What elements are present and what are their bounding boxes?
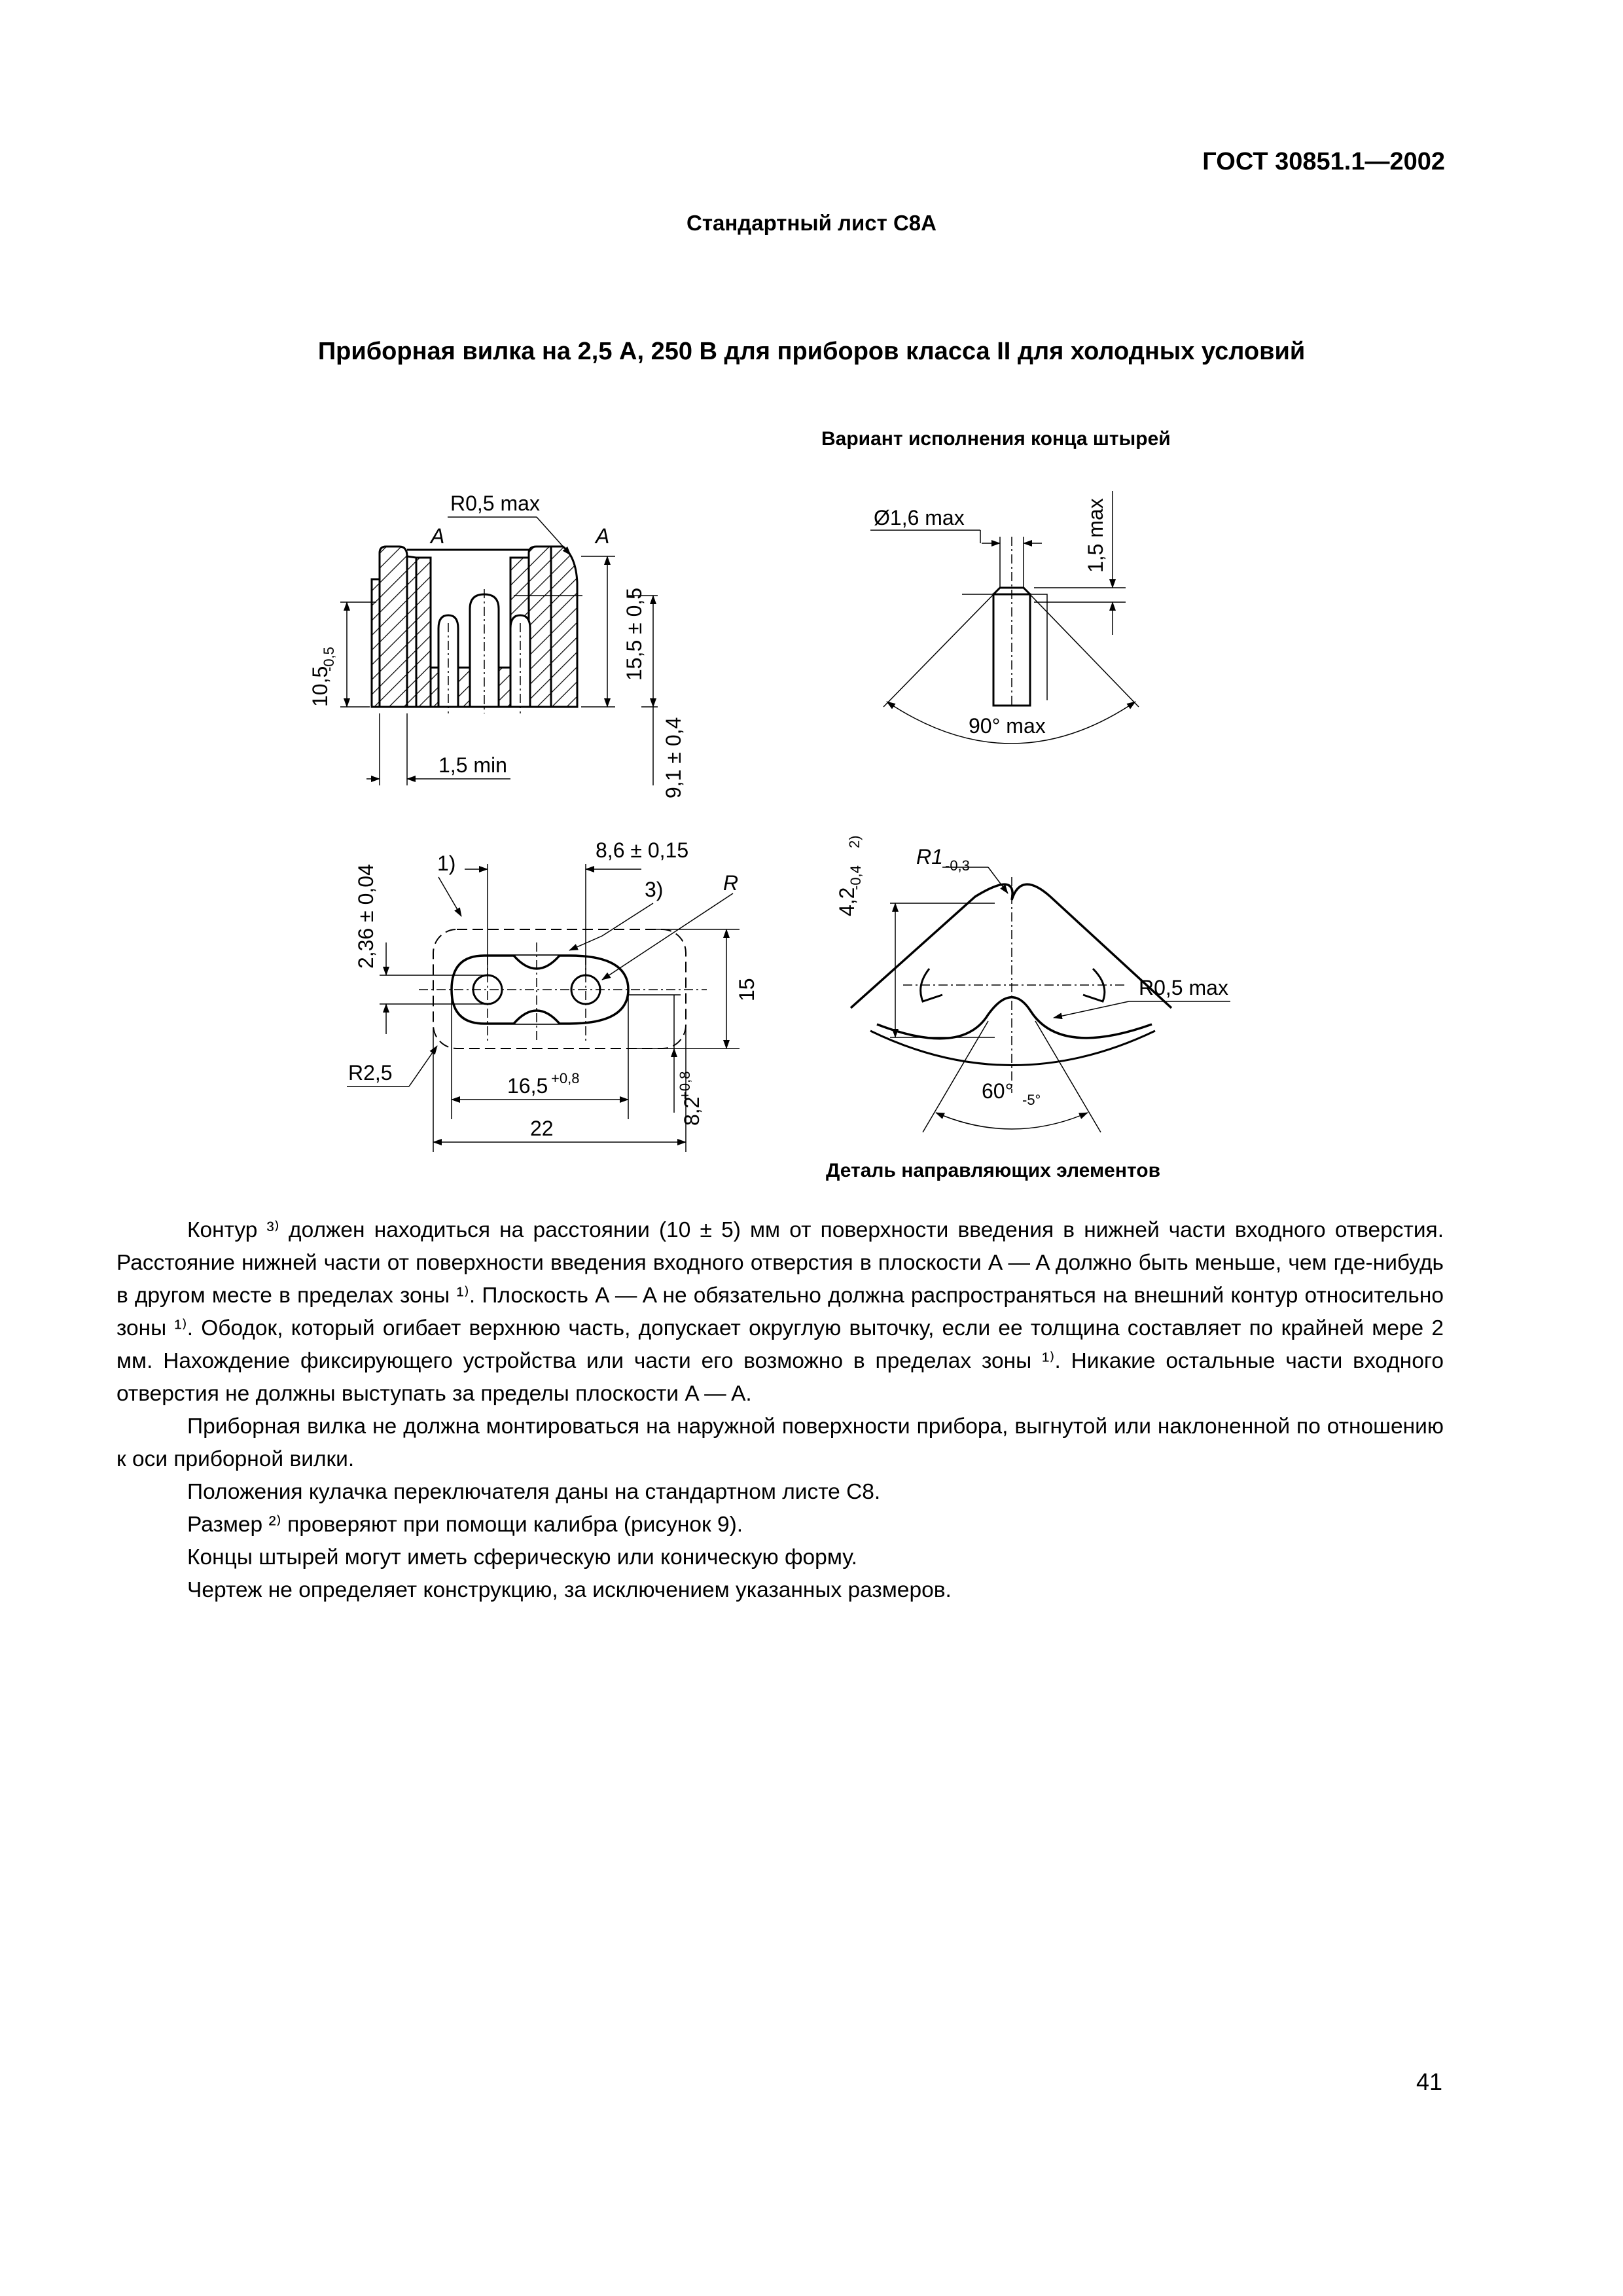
dim-15: 15 [735, 978, 758, 1001]
dim-16-5-tol: +0,8 [551, 1070, 580, 1086]
label-diam-1-6: Ø1,6 max [874, 506, 965, 529]
dim-4-2: 4,2 [835, 887, 859, 916]
sheet-label: Стандартный лист С8А [687, 211, 936, 235]
dim-8-2-tol: +0,8 [677, 1071, 693, 1100]
dim-8-2: 8,2 [680, 1096, 704, 1126]
dim-8-6: 8,6 ± 0,15 [596, 838, 689, 862]
dim-10-5: 10,5 [308, 666, 332, 707]
dim-15-5: 15,5 ± 0,5 [622, 587, 646, 681]
label-r2-5: R2,5 [348, 1061, 393, 1085]
standard-id: ГОСТ 30851.1—2002 [1202, 148, 1445, 175]
dim-22: 22 [530, 1117, 554, 1140]
note-1: 1) [437, 852, 456, 875]
paragraph: Контур ³⁾ должен находиться на расстоянии (10 ± 5) мм от поверхности введения в нижней части входного отверстия. Расстояние нижней части от поверхности введения входного отверстия в плоскости A — A должно быть меньше, чем где-нибудь в другом месте в пределах зоны ¹⁾. Плоскость A — A не обязательно должна распространяться на внешний контур относительно зоны ¹⁾. Ободок, который огибает верхнюю часть, допускает округлую выточку, если ее толщина составляет по крайней мере 2 мм. Нахождение фиксирующего устройства или части его возможно в пределах зоны ¹⁾. Никакие остальные части входного отверстия не должны выступать за пределы плоскости A — A. [116, 1218, 1444, 1406]
cross-section-view [340, 517, 658, 785]
dim-4-2-tol: -0,4 [847, 865, 864, 890]
label-r: R [723, 871, 739, 895]
dim-2-36: 2,36 ± 0,04 [354, 864, 378, 969]
label-r05max-top: R0,5 max [450, 492, 540, 515]
label-angle-60-tol: -5° [1022, 1092, 1041, 1108]
paragraph: Приборная вилка не должна монтироваться на наружной поверхности прибора, выгнутой или наклоненной по отношению к оси приборной вилки. [116, 1414, 1444, 1471]
technical-drawing [262, 419, 1309, 1204]
note-3: 3) [645, 878, 664, 901]
page-title: Приборная вилка на 2,5 А, 250 В для приборов класса II для холодных условий [317, 338, 1306, 365]
guide-detail-caption: Деталь направляющих элементов [826, 1160, 1161, 1181]
label-angle-90: 90° max [969, 714, 1046, 738]
label-section-a-left: A [431, 524, 445, 548]
paragraph: Чертеж не определяет конструкцию, за исключением указанных размеров. [187, 1578, 952, 1602]
dim-10-5-tol: -0,5 [321, 647, 337, 672]
page-number: 41 [1416, 2068, 1442, 2095]
label-section-a-right: A [596, 524, 610, 548]
paragraph: Концы штырей могут иметь сферическую или коническую форму. [187, 1545, 857, 1570]
dim-9-1: 9,1 ± 0,4 [662, 717, 685, 798]
paragraph: Размер ²⁾ проверяют при помощи калибра (рисунок 9). [187, 1513, 743, 1537]
label-r1-tol: -0,3 [945, 857, 970, 874]
dim-1-5min: 1,5 min [438, 753, 507, 777]
dim-16-5: 16,5 [507, 1074, 548, 1098]
label-r1: R1 [916, 845, 943, 869]
paragraph: Положения кулачка переключателя даны на стандартном листе С8. [187, 1480, 881, 1504]
body-text [116, 1214, 1444, 1607]
label-angle-60: 60° [982, 1079, 1014, 1103]
note-2: 2) [846, 835, 863, 848]
label-1-5max: 1,5 max [1084, 498, 1107, 573]
pin-end-caption: Вариант исполнения конца штырей [821, 428, 1171, 450]
label-r05max-detail: R0,5 max [1139, 976, 1228, 999]
